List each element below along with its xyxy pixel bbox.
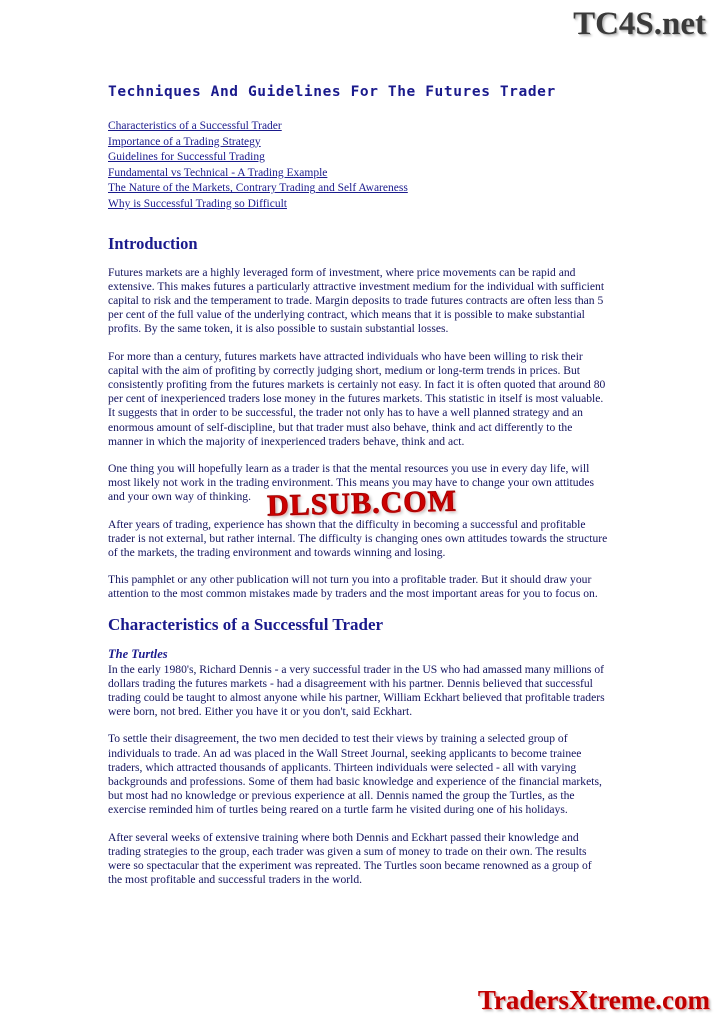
list-item[interactable]	[108, 180, 608, 196]
toc-link-4[interactable]: Fundamental vs Technical - A Trading Example	[108, 166, 328, 179]
toc-link-3[interactable]: Guidelines for Successful Trading	[108, 151, 265, 164]
paragraph: Futures markets are a highly leveraged form of investment, where price movements can be rapid and extensive. This makes futures a particularly attractive investment medium for the individual with sufficient capital to risk and the temperament to trade. Margin deposits to trade futures contracts are often less than 5 per cent of the full value of the underlying contract, which means that it is possible to make substantial profits. By the same token, it is also possible to sustain substantial losses.	[108, 265, 605, 336]
list-item[interactable]	[108, 134, 608, 150]
subsection-heading-the-turtles: The Turtles	[108, 646, 168, 661]
section-heading-introduction: Introduction	[108, 233, 198, 253]
paragraph: To settle their disagreement, the two men decided to test their views by training a selected group of individuals to trade. An ad was placed in the Wall Street Journal, seeking applicants to become trainee traders, which attracted thousands of applicants. Thirteen individuals were selected - all with varying backgrounds and professions. Some of them had basic knowledge and experience of the financial markets, but most had no knowledge or previous experience at all. Dennis named the group the Turtles, as the exercise reminded him of turtles being reared on a turtle farm he visited during one of his holidays.	[108, 732, 602, 817]
table-of-contents	[108, 118, 608, 212]
page-title: Techniques And Guidelines For The Futures Trader	[108, 84, 556, 100]
document-content	[108, 84, 608, 900]
toc-link-1[interactable]: Characteristics of a Successful Trader	[108, 120, 282, 132]
site-watermark-top: TC4S.net	[573, 6, 706, 42]
paragraph: After years of trading, experience has shown that the difficulty in becoming a successful and profitable trader is not external, but rather internal. The difficulty is changing ones own attitudes towards the structure of the markets, the trading environment and towards winning and losing.	[108, 517, 608, 560]
toc-link-5[interactable]: The Nature of the Markets, Contrary Trading and Self Awareness	[108, 182, 408, 195]
site-watermark-bottom: TradersXtreme.com	[477, 985, 710, 1015]
list-item[interactable]	[108, 118, 608, 134]
toc-link-6[interactable]: Why is Successful Trading so Difficult	[108, 197, 287, 210]
paragraph: This pamphlet or any other publication will not turn you into a profitable trader. But it should draw your attention to the most common mistakes made by traders and the most important areas for you to focus on.	[108, 573, 598, 601]
list-item[interactable]	[108, 149, 608, 165]
section-heading-characteristics: Characteristics of a Successful Trader	[108, 614, 384, 634]
paragraph: One thing you will hopefully learn as a trader is that the mental resources you use in every day life, will most likely not work in the trading environment. This means you may have to change your own attitudes and your own way of thinking.	[108, 462, 594, 504]
center-watermark-text: DLSUB.COM	[266, 484, 458, 523]
paragraph: In the early 1980's, Richard Dennis - a very successful trader in the US who had amassed many millions of dollars trading the futures markets - had a disagreement with his partner. Dennis believed that successful trading could be taught to almost anyone while his partner, William Eckhart believed that profitable traders were born, not bred. Either you have it or you don't, said Eckhart.	[108, 662, 605, 719]
paragraph: After several weeks of extensive training where both Dennis and Eckhart passed their knowledge and trading strategies to the group, each trader was given a sum of money to trade on their own. The results were so spectacular that the experiment was repreated. The Turtles soon became renowned as a group of the most profitable and successful traders in the world.	[108, 830, 592, 887]
list-item[interactable]	[108, 196, 608, 212]
paragraph: For more than a century, futures markets have attracted individuals who have been willing to risk their capital with the aim of profiting by correctly judging short, medium or long-term trends in prices. But consistently profiting from the futures markets is certainly not easy. In fact it is often quoted that around 80 per cent of inexperienced traders lose money in the futures markets. This statistic in itself is most valuable. It suggests that in order to be successful, the trader not only has to have a well planned strategy and an enormous amount of self-discipline, but that trader must also behave, think and act differently to the manner in which the majority of inexperienced traders behave, think and act.	[108, 349, 606, 448]
toc-link-2[interactable]: Importance of a Trading Strategy	[108, 135, 261, 148]
list-item[interactable]	[108, 165, 608, 181]
